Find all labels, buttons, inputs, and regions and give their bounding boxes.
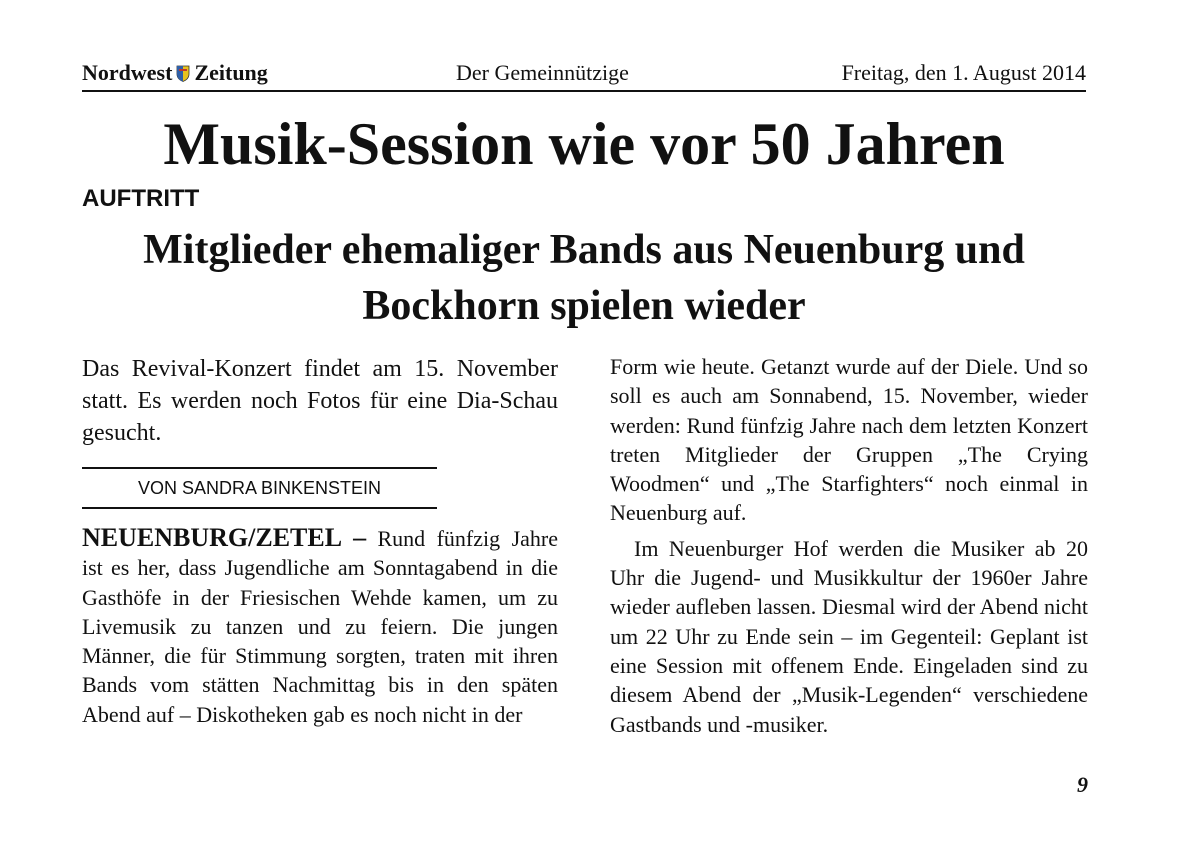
kicker: AUFTRITT (82, 185, 200, 212)
article-paragraph (82, 523, 558, 729)
dateline: NEUENBURG/ZETEL – (82, 523, 367, 552)
body-right-paragraph-1: Form wie heute. Getanzt wurde auf der Diele. Und so soll es auch am Sonnabend, 15. November, wieder werden: Rund fünfzig Jahre nach dem letzten Konzert treten Mitglieder der Gruppen „The Crying Woodmen“ und „The Starfighters“ noch einmal in Neuenburg auf. (610, 354, 1088, 526)
body-right-paragraph-2: Im Neuenburger Hof werden die Musiker ab 20 Uhr die Jugend- und Musikkultur der 1960er Jahre wieder aufleben lassen. Diesmal wird der Abend nicht um 22 Uhr zu Ende sein – im Gegenteil: Geplant ist eine Session mit offenem Ende. Eingeladen sind zu diesem Abend der „Musik-Legenden“ verschiedene Gastbands und -musiker. (610, 535, 1088, 737)
masthead (82, 58, 1086, 88)
brand-name-right: Zeitung (194, 60, 268, 85)
headline: Musik-Session wie vor 50 Jahren (163, 111, 1005, 177)
body-left-text: Rund fünfzig Jahre ist es her, dass Jugendliche am Sonntagabend in die Gasthöfe in der Friesischen Wehde kamen, um zu Livemusik zu tanzen und zu feiern. Die jungen Männer, die für Stimmung sorgten, traten mit ihren Bands vom stätten Nachmittag bis in den späten Abend auf – Diskotheken gab es noch nicht in der (82, 526, 558, 727)
masthead-rule (82, 90, 1086, 92)
page-number: 9 (1077, 772, 1088, 797)
teaser-text: Das Revival-Konzert findet am 15. November statt. Es werden noch Fotos für eine Dia-Schau gesucht. (82, 356, 558, 446)
newspaper-brand (82, 60, 268, 86)
byline-rule-bottom (82, 507, 437, 509)
brand-name-left: Nordwest (82, 60, 173, 85)
coat-of-arms-icon (176, 65, 190, 82)
article-column-right (610, 352, 1088, 739)
byline-rule-top (82, 467, 437, 469)
subheadline: Mitglieder ehemaliger Bands aus Neuenburg und Bockhorn spielen wieder (143, 227, 1025, 329)
article-column-left (82, 523, 558, 729)
section-title: Der Gemeinnützige (456, 60, 629, 85)
issue-date: Freitag, den 1. August 2014 (841, 60, 1086, 85)
byline: VON SANDRA BINKENSTEIN (137, 478, 382, 498)
